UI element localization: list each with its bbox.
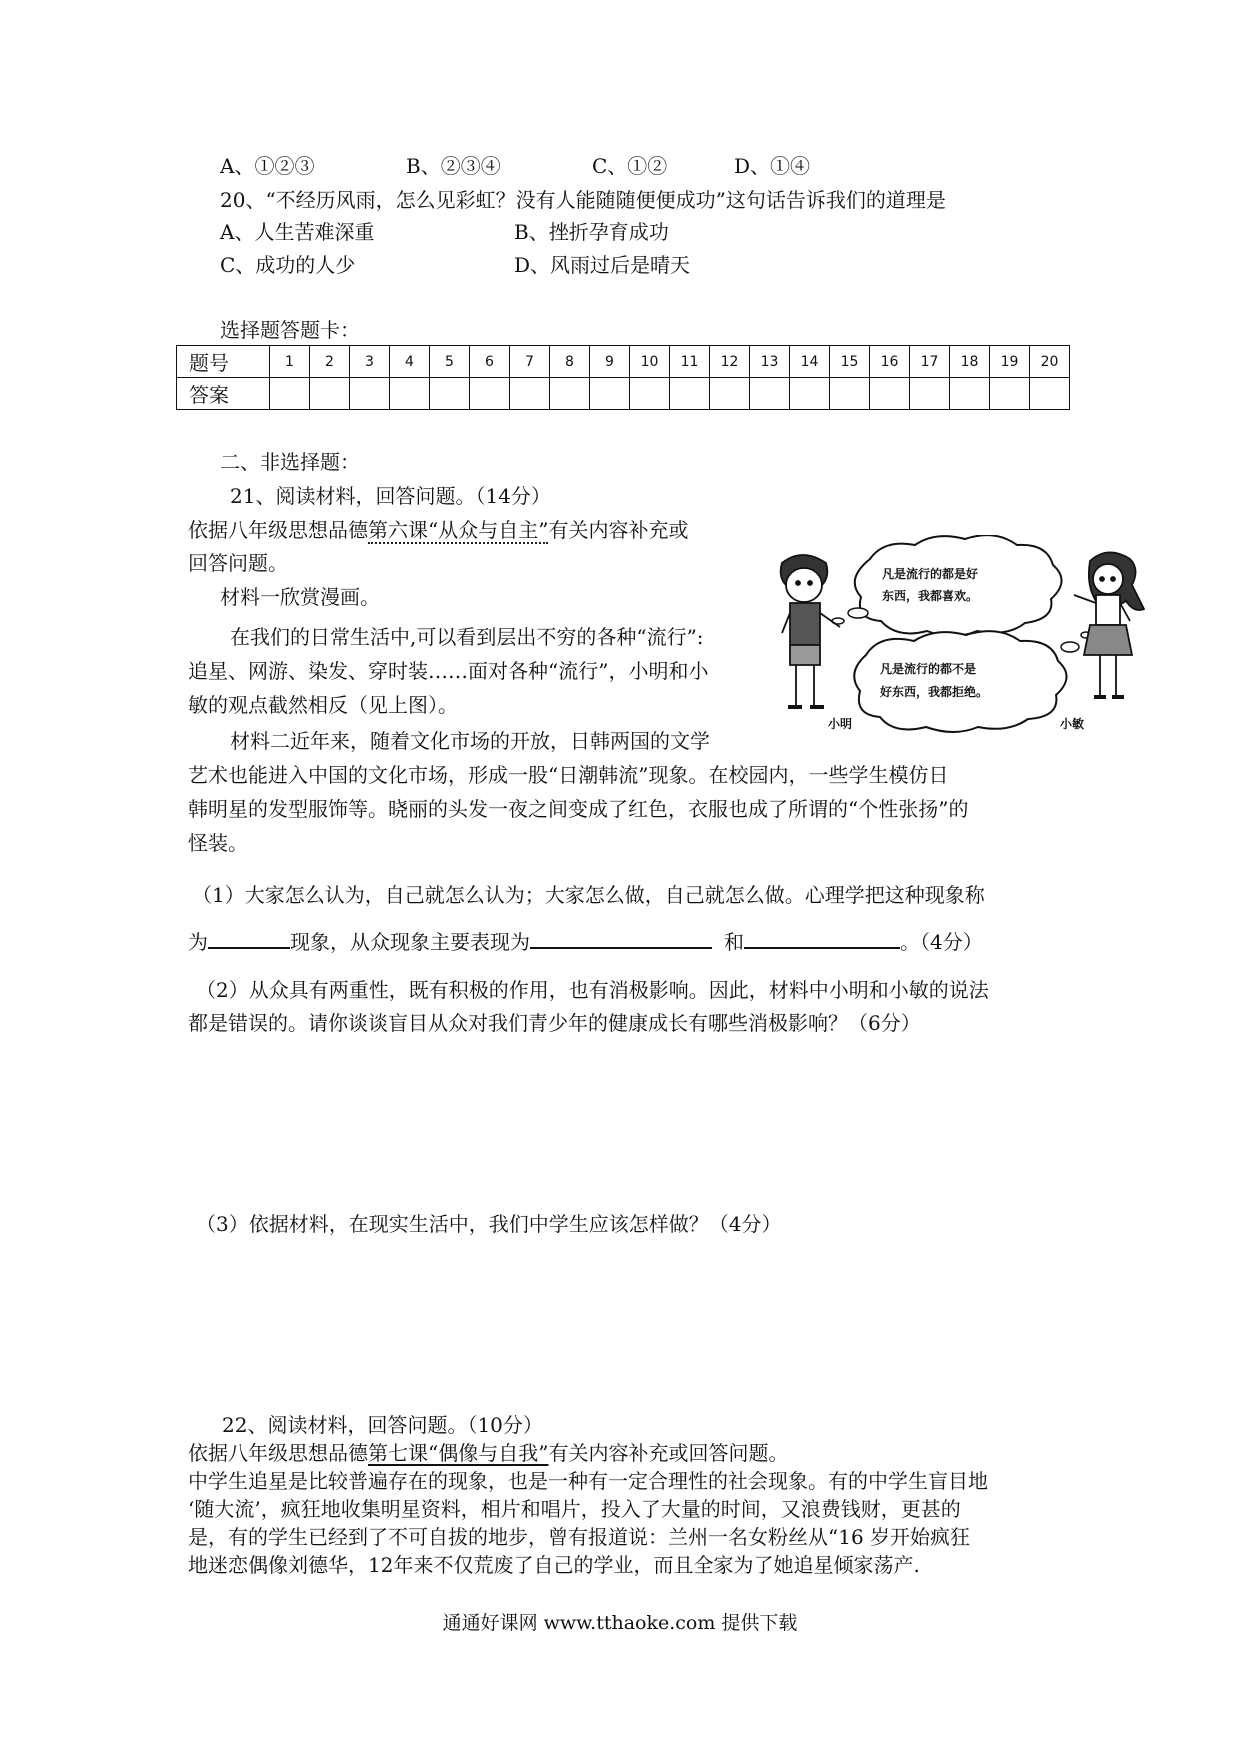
blank-manifestation-1[interactable] [530,925,712,949]
question-number-cell: 1 [270,346,310,378]
q20-stem: 20、“不经历风雨，怎么见彩虹？没有人能随随便便成功”这句话告诉我们的道理是 [220,188,946,212]
boy-eye [808,581,812,585]
blank-phenomenon[interactable] [208,925,290,949]
blank-manifestation-2[interactable] [744,925,900,949]
q20-option-d: D、风雨过后是晴天 [514,253,691,277]
speech-bubble-1 [855,535,1062,636]
q22-title: 22、阅读材料，回答问题。（10分） [222,1413,543,1437]
question-number-cell: 11 [670,346,710,378]
answer-card-answer-row [177,378,1070,410]
answer-cell[interactable] [550,378,590,410]
boy-arm [782,613,790,633]
q19-option-b: B、②③④ [406,154,501,178]
answer-cell[interactable] [670,378,710,410]
answer-cell[interactable] [470,378,510,410]
answer-cell[interactable] [270,378,310,410]
cartoon-illustration [770,535,1150,745]
question-number-cell: 12 [710,346,750,378]
q21-sub2-line1: （2）从众具有两重性，既有积极的作用，也有消极影响。因此，材料中小明和小敏的说法 [196,978,989,1002]
question-number-cell: 17 [910,346,950,378]
q21-sub1-mid2: 和 [724,930,744,954]
q21-material2-l3: 韩明星的发型服饰等。晓丽的头发一夜之间变成了红色，衣服也成了所谓的“个性张扬”的 [188,797,969,821]
question-number-cell: 7 [510,346,550,378]
girl-skirt [1084,625,1132,655]
q22-p2: ‘随大流’，疯狂地收集明星资料，相片和唱片，投入了大量的时间，又浪费钱财，更甚的 [188,1497,961,1521]
question-number-cell: 5 [430,346,470,378]
q20-option-b: B、挫折孕育成功 [514,220,669,244]
girl-legs [1100,655,1116,695]
q21-sub1-end: 。（4分） [900,930,983,954]
bubble-1-tail-large [848,608,868,618]
q21-sub3-answer-area[interactable] [188,1245,1068,1395]
question-number-cell: 3 [350,346,390,378]
answer-cell[interactable] [590,378,630,410]
q22-intro-pre: 依据八年级思想品德 [188,1441,368,1465]
q21-material1-label: 材料一欣赏漫画。 [220,585,380,609]
section2-title: 二、非选择题： [220,450,360,474]
q21-material2-l4: 怪装。 [188,831,248,855]
question-number-cell: 20 [1030,346,1070,378]
bubble-1-line-2: 东西，我都喜欢。 [882,589,979,603]
answer-cell[interactable] [710,378,750,410]
answer-card-number-label: 题号 [177,346,270,378]
answer-cell[interactable] [430,378,470,410]
page-footer: 通通好课网 www.tthaoke.com 提供下载 [442,1612,798,1634]
girl-name-label: 小敏 [1060,717,1085,731]
girl-eye [1111,577,1115,581]
q19-option-d: D、①④ [734,154,811,178]
answer-card-title: 选择题答题卡： [220,318,360,342]
question-number-cell: 4 [390,346,430,378]
question-number-cell: 16 [870,346,910,378]
q21-sub1-pre: 为 [188,930,208,954]
q21-sub1-mid1: 现象，从众现象主要表现为 [290,930,530,954]
q21-sub3: （3）依据材料，在现实生活中，我们中学生应该怎样做？（4分） [196,1212,782,1236]
bubble-2-line-2: 好东西，我都拒绝。 [880,685,989,699]
answer-cell[interactable] [310,378,350,410]
q21-material2-l2: 艺术也能进入中国的文化市场，形成一股“日潮韩流”现象。在校园内，一些学生模仿日 [188,763,949,787]
girl-figure [1074,552,1144,697]
question-number-cell: 8 [550,346,590,378]
q22-p3: 是，有的学生已经到了不可自拔的地步，曾有报道说：兰州一名女粉丝从“16 岁开始疯狂 [188,1525,971,1549]
boy-name-label: 小明 [828,717,853,731]
q21-sub1-line1: （1）大家怎么认为，自己就怎么认为；大家怎么做，自己就怎么做。心理学把这种现象称 [192,883,985,907]
q22-intro-post: 有关内容补充或回答问题。 [548,1441,789,1465]
girl-top [1096,595,1120,625]
q21-intro-post: 有关内容补充或 [548,518,689,542]
question-number-cell: 14 [790,346,830,378]
bubble-1-line-1: 凡是流行的都是好 [882,567,979,581]
answer-cell[interactable] [510,378,550,410]
boy-shorts [790,645,820,665]
q19-option-a: A、①②③ [220,154,315,178]
q21-material1-p2: 追星、网游、染发、穿时装……面对各种“流行”，小明和小 [188,659,709,683]
answer-card-answer-label: 答案 [177,378,270,410]
boy-shirt [790,603,820,645]
answer-cell[interactable] [990,378,1030,410]
q21-material1-p1: 在我们的日常生活中,可以看到层出不穷的各种“流行”: [230,625,704,649]
q19-option-c: C、①② [592,154,668,178]
question-number-cell: 2 [310,346,350,378]
question-number-cell: 6 [470,346,510,378]
answer-cell[interactable] [750,378,790,410]
answer-card-table [176,345,1070,410]
question-number-cell: 13 [750,346,790,378]
q21-intro-pre: 依据八年级思想品德 [188,518,368,542]
answer-cell[interactable] [950,378,990,410]
boy-legs [796,665,814,705]
girl-eye [1100,577,1104,581]
q20-option-c: C、成功的人少 [220,253,356,277]
answer-cell[interactable] [790,378,830,410]
speech-bubble-2 [854,631,1066,732]
answer-cell[interactable] [630,378,670,410]
q21-title: 21、阅读材料，回答问题。（14分） [230,484,551,508]
q22-p1: 中学生追星是比较普遍存在的现象，也是一种有一定合理性的社会现象。有的中学生盲目地 [188,1469,988,1493]
girl-arm [1120,603,1130,621]
answer-cell[interactable] [350,378,390,410]
bubble-2-tail-large [1061,642,1079,652]
q21-sub2-answer-area[interactable] [188,1045,1068,1195]
q21-intro-line2: 回答问题。 [188,551,288,575]
q21-material2-l1: 材料二近年来，随着文化市场的开放，日韩两国的文学 [230,729,710,753]
boy-eye [796,581,800,585]
q20-option-a: A、人生苦难深重 [220,220,375,244]
question-number-cell: 9 [590,346,630,378]
answer-cell[interactable] [390,378,430,410]
question-number-cell: 19 [990,346,1030,378]
q22-p4: 地迷恋偶像刘德华，12年来不仅荒废了自己的学业，而且全家为了她追星倾家荡产. [188,1553,920,1577]
question-number-cell: 18 [950,346,990,378]
q21-intro [188,514,688,546]
q21-material1-p3: 敏的观点截然相反（见上图）。 [188,693,458,717]
question-number-cell: 15 [830,346,870,378]
bubble-2-line-1: 凡是流行的都不是 [880,662,977,676]
girl-head [1093,564,1123,594]
q22-intro-lesson: 第七课“偶像与自我” [368,1441,549,1465]
answer-card-number-row [177,346,1070,378]
answer-cell[interactable] [910,378,950,410]
boy-head [786,568,822,602]
q21-sub1-line2 [188,925,983,958]
answer-cell[interactable] [1030,378,1070,410]
boy-figure [781,555,840,707]
answer-cell[interactable] [870,378,910,410]
q21-sub2-line2: 都是错误的。请你谈谈盲目从众对我们青少年的健康成长有哪些消极影响？（6分） [188,1011,921,1035]
answer-cell[interactable] [830,378,870,410]
question-number-cell: 10 [630,346,670,378]
q21-intro-lesson: 第六课“从众与自主” [368,518,549,542]
